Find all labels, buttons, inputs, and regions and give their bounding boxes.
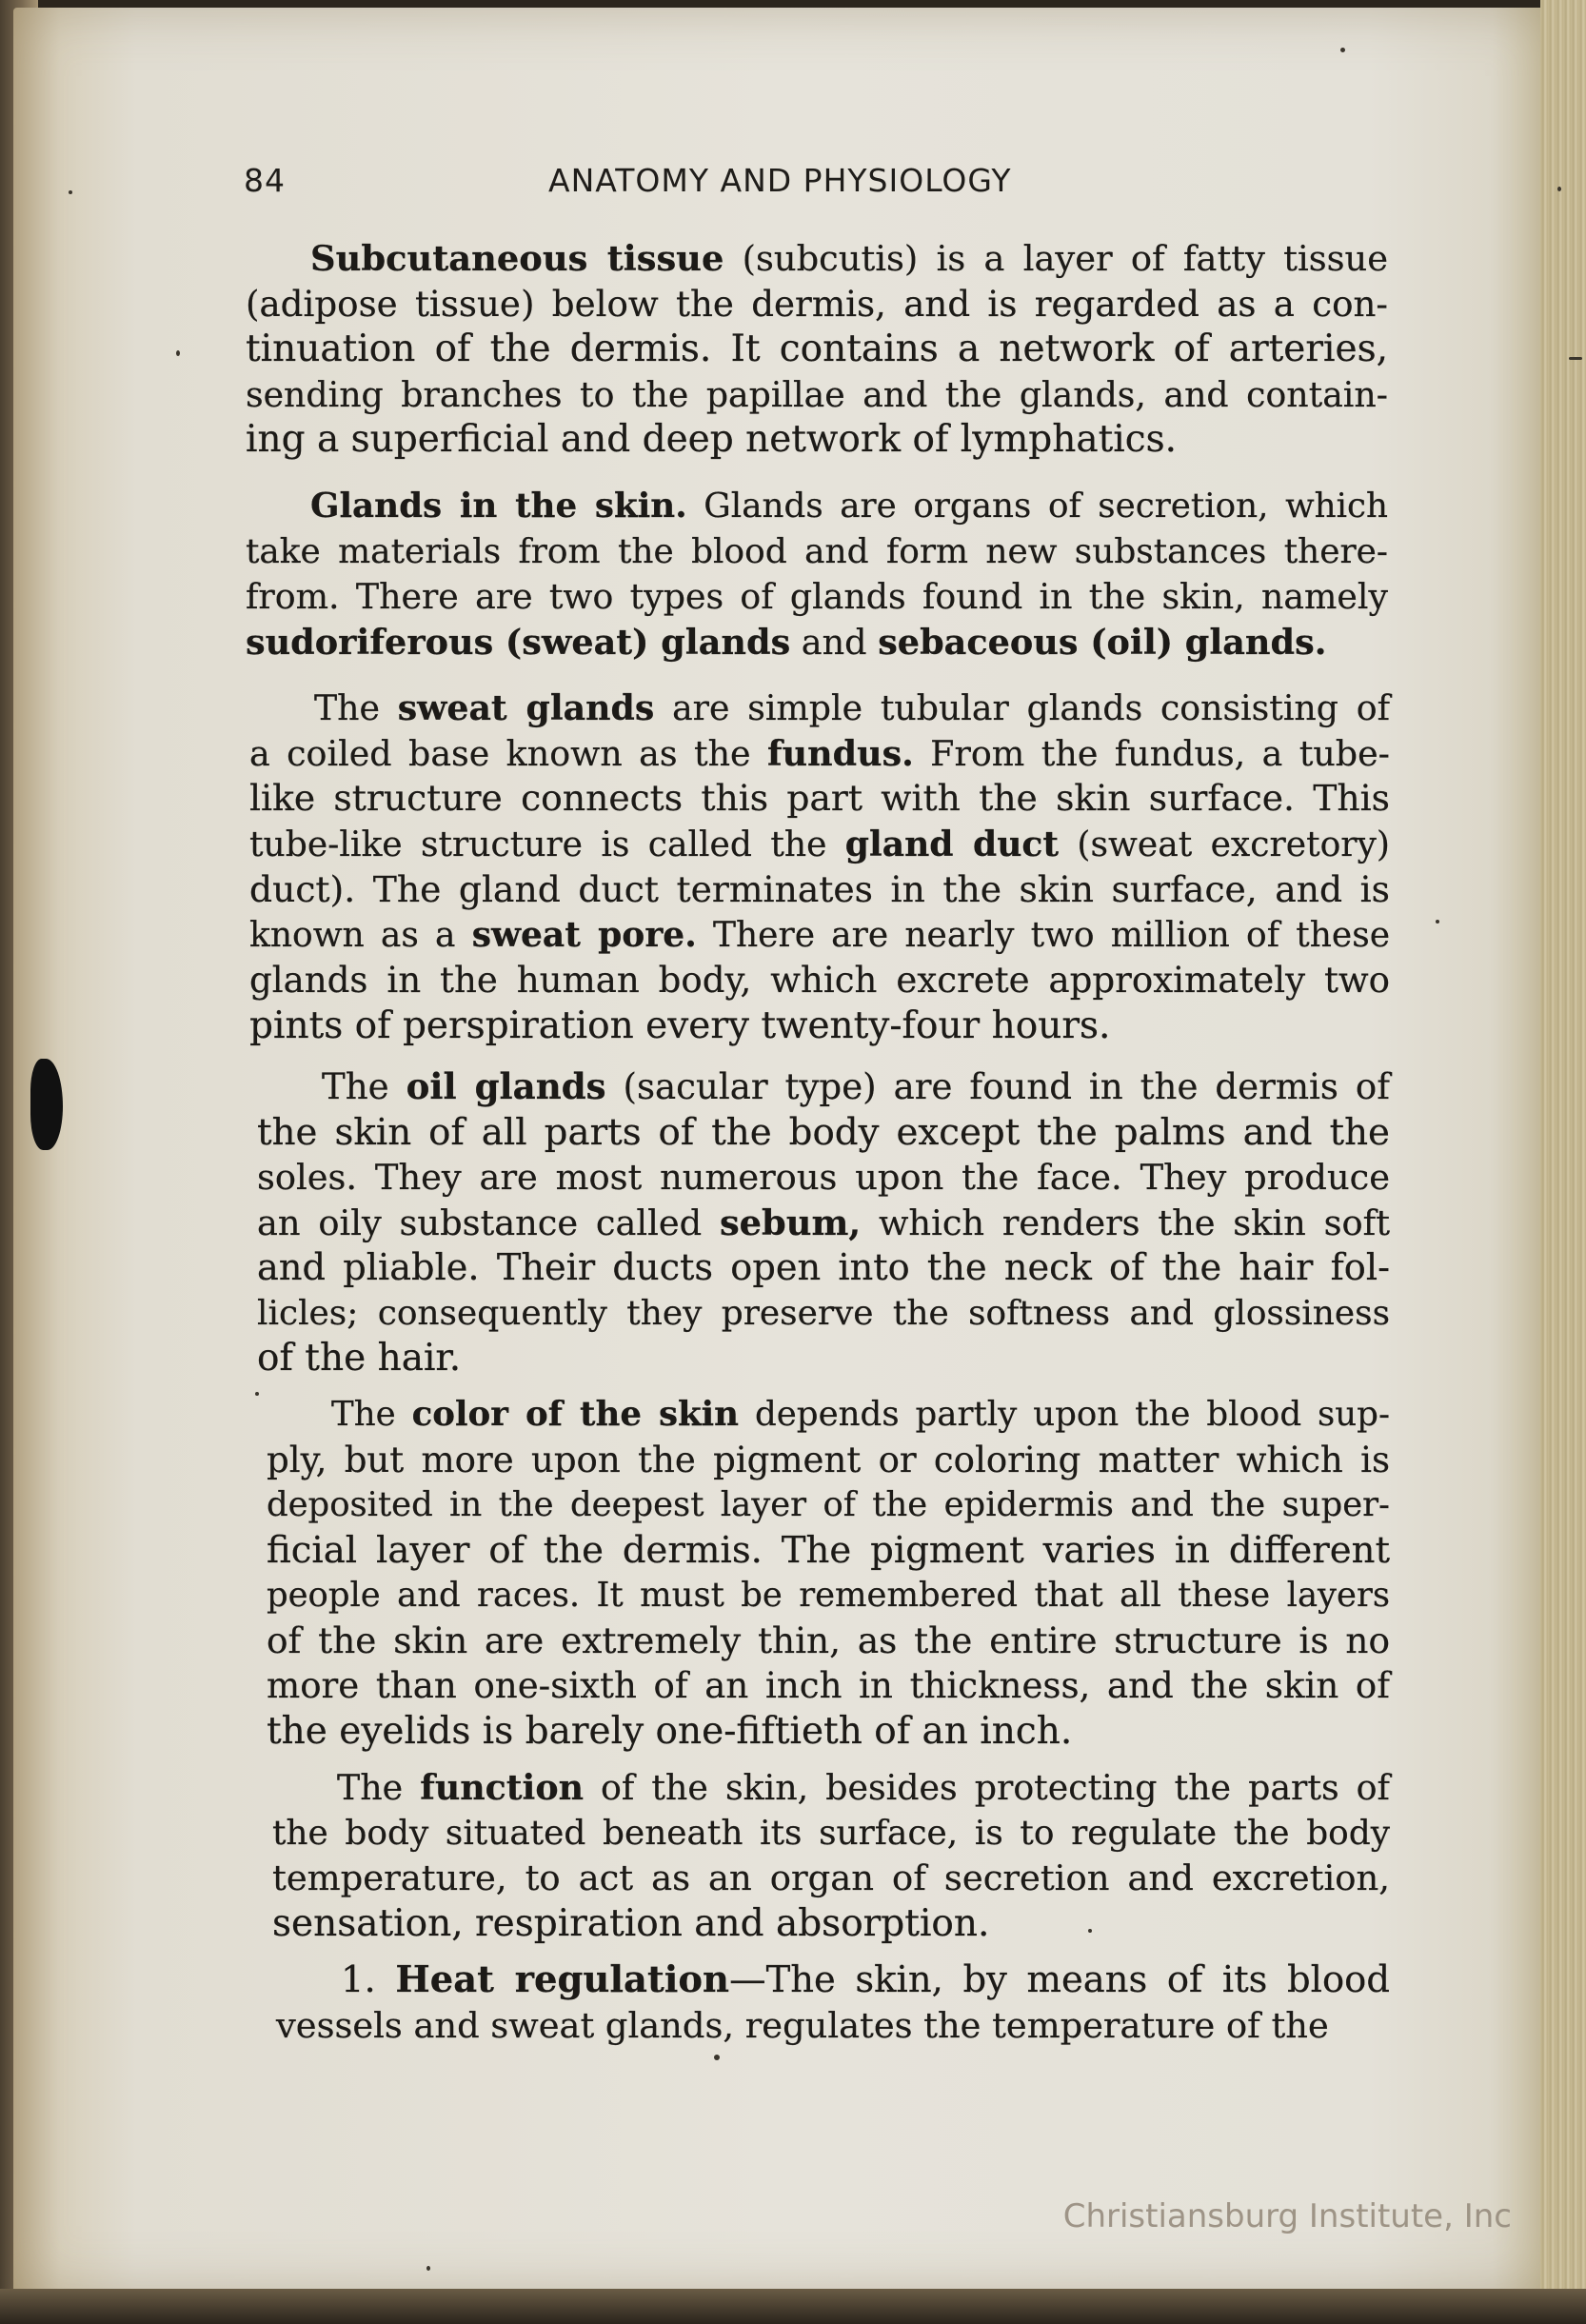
text-run: of the skin, besides protecting the parts of (583, 1767, 1390, 1808)
watermark: Christiansburg Institute, Inc (1062, 2197, 1512, 2235)
text-line (246, 574, 1388, 620)
text-run: ficial layer of the dermis. The pigment varies in different (267, 1528, 1390, 1572)
bold-term: sweat pore. (471, 914, 697, 955)
text-line (249, 867, 1390, 913)
text-run: From the fundus, a tube- (913, 732, 1390, 774)
text-run: sending branches to the papillae and the glands, and contain- (246, 373, 1388, 415)
text-run: (adipose tissue) below the dermis, and is regarded as a con- (246, 282, 1388, 325)
text-run: glands in the human body, which excrete approximately two (249, 960, 1390, 1001)
speck (714, 2055, 720, 2060)
text-run: The (331, 1395, 412, 1434)
text-run: more than one-sixth of an inch in thickness, and the skin of (267, 1665, 1390, 1706)
text-line (272, 1811, 1390, 1857)
text-run: and pliable. Their ducts open into the neck of the hair fol- (257, 1246, 1390, 1289)
text-line (249, 958, 1390, 1003)
bold-term: Heat regulation (395, 1958, 730, 2001)
text-run: The (337, 1767, 421, 1808)
text-run: vessels and sweat glands, regulates the temperature of the (276, 2004, 1329, 2046)
text-line (276, 2003, 1390, 2049)
page-edges (1540, 0, 1586, 2324)
text-line (257, 1110, 1390, 1156)
paragraph-heat-regulation (276, 1957, 1390, 2048)
text-run: a coiled base known as the (249, 732, 768, 774)
text-line (249, 731, 1390, 777)
text-line (246, 282, 1388, 328)
text-line (267, 1482, 1390, 1528)
text-line (249, 776, 1390, 822)
text-line (267, 1438, 1390, 1483)
text-line (246, 529, 1388, 575)
text-run: the eyelids is barely one-fiftieth of an inch. (267, 1709, 1073, 1753)
text-line (267, 1709, 1390, 1755)
text-run: tinuation of the dermis. It contains a network of arteries, (246, 328, 1388, 370)
text-line (272, 1765, 1390, 1811)
speck (426, 2266, 430, 2271)
speck (1569, 357, 1582, 360)
running-header (244, 162, 1386, 209)
speck (255, 1392, 259, 1396)
paragraph-color-of-skin (267, 1392, 1390, 1754)
bold-term: Subcutaneous tissue (310, 237, 724, 279)
bold-term: oil glands (406, 1065, 606, 1107)
text-line (272, 1856, 1390, 1901)
text-line (257, 1155, 1390, 1201)
running-title: ANATOMY AND PHYSIOLOGY (548, 162, 1012, 199)
paragraph-oil-glands (257, 1064, 1390, 1381)
text-line (257, 1291, 1390, 1337)
text-line (246, 484, 1388, 529)
bottom-edge (0, 2289, 1586, 2324)
text-line (246, 620, 1388, 665)
text-run: sensation, respiration and absorption. (272, 1901, 990, 1945)
text-run: 1. (341, 1958, 396, 2001)
bold-term: sebaceous (oil) glands. (878, 621, 1327, 663)
speck (1557, 187, 1561, 191)
text-run: and (790, 621, 879, 663)
text-run: pints of perspiration every twenty-four hours. (249, 1003, 1111, 1047)
text-run: an oily substance called (257, 1202, 720, 1243)
text-run: from. There are two types of glands found in the skin, namely (246, 576, 1388, 617)
text-line (267, 1619, 1390, 1664)
text-run: Glands are organs of secretion, which (686, 487, 1388, 526)
page-number: 84 (244, 162, 286, 199)
text-run: (sacular type) are found in the dermis of (605, 1066, 1390, 1107)
bold-term: color of the skin (411, 1395, 740, 1434)
text-line (246, 236, 1388, 282)
paragraph-glands-in-skin (246, 484, 1388, 665)
text-line (257, 1336, 1390, 1381)
text-run: ing a superficial and deep network of lymphatics. (246, 418, 1178, 461)
text-run: ply, but more upon the pigment or coloring matter which is (267, 1439, 1390, 1480)
text-run: The (314, 687, 398, 728)
text-run: soles. They are most numerous upon the face. They produce (257, 1157, 1390, 1198)
text-line (267, 1392, 1390, 1438)
text-run: tube-like structure is called the (249, 824, 845, 864)
text-line (272, 1901, 1390, 1947)
text-run: of the skin are extremely thin, as the entire structure is no (267, 1619, 1390, 1661)
text-line (249, 685, 1390, 731)
paragraph-sweat-glands (249, 685, 1390, 1048)
bold-term: sebum, (719, 1201, 862, 1243)
text-line (267, 1528, 1390, 1574)
bold-term: sudoriferous (sweat) glands (246, 621, 791, 663)
bold-term: Glands in the skin. (310, 486, 687, 526)
text-run: which renders the skin soft (861, 1202, 1390, 1243)
speck (69, 190, 72, 194)
text-run: depends partly upon the blood sup- (739, 1395, 1390, 1434)
text-run: the skin of all parts of the body except the palms and the (257, 1110, 1390, 1154)
text-line (249, 822, 1390, 868)
text-line (249, 913, 1390, 959)
text-run: of the hair. (257, 1337, 462, 1380)
bold-term: gland duct (844, 823, 1060, 864)
speck (1340, 48, 1345, 52)
ink-blot (30, 1059, 63, 1150)
text-run: duct). The gland duct terminates in the skin surface, and is (249, 868, 1390, 910)
bold-term: sweat glands (397, 687, 655, 728)
text-run: take materials from the blood and form new substances there- (246, 531, 1388, 571)
text-line (246, 327, 1388, 372)
text-run: are simple tubular glands consisting of (654, 687, 1390, 728)
text-run: —The skin, by means of its blood (729, 1958, 1390, 2001)
text-line (257, 1245, 1390, 1291)
text-run: like structure connects this part with the skin surface. This (249, 777, 1390, 819)
text-run: deposited in the deepest layer of the epidermis and the super- (267, 1485, 1390, 1524)
bold-term: fundus. (767, 732, 914, 774)
text-run: (sweat excretory) (1059, 824, 1390, 864)
text-line (246, 372, 1388, 418)
paragraph-function-of-skin (272, 1765, 1390, 1946)
text-line (249, 1003, 1390, 1049)
text-line (257, 1201, 1390, 1246)
text-line (257, 1064, 1390, 1110)
text-run: (subcutis) is a layer of fatty tissue (724, 238, 1388, 279)
text-run: temperature, to act as an organ of secretion and excretion, (272, 1857, 1390, 1898)
text-line (276, 1957, 1390, 2003)
speck (1436, 920, 1439, 924)
paragraph-subcutaneous-tissue (246, 236, 1388, 463)
text-run: people and races. It must be remembered that all these layers (267, 1576, 1390, 1615)
text-line (267, 1663, 1390, 1709)
text-run: There are nearly two million of these (696, 915, 1391, 955)
text-run: known as a (249, 915, 472, 955)
text-line (246, 417, 1388, 463)
text-run: The (322, 1066, 406, 1107)
speck (176, 350, 180, 356)
text-run: the body situated beneath its surface, is to regulate the body (272, 1813, 1390, 1853)
text-line (267, 1573, 1390, 1619)
bold-term: function (420, 1767, 584, 1808)
text-run: licles; consequently they preserve the softness and glossiness (257, 1293, 1390, 1333)
